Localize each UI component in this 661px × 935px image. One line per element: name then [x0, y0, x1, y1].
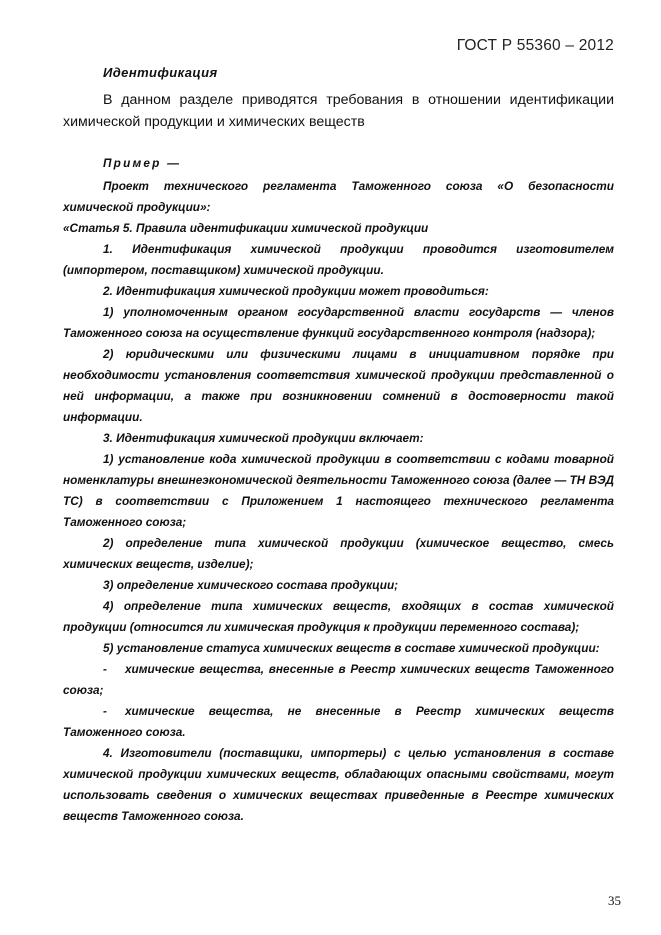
section-title: Идентификация [103, 65, 218, 80]
example-paragraph: 2. Идентификация химической продукции может проводиться: [103, 284, 489, 298]
example-block [63, 155, 614, 827]
example-paragraph: 1) установление кода химической продукции в соответствии с кодами товарной номенклатуры внешнеэкономической деятельности Таможенного союза (далее — ТН ВЭД ТС) в соответствии с Приложением 1 настоящего технического регламента Таможенного союза; [63, 452, 614, 529]
example-paragraph: 3. Идентификация химической продукции включает: [103, 431, 424, 445]
dash-marker: - [103, 662, 107, 676]
page-number: 35 [608, 893, 621, 908]
dash-item-text: химические вещества, не внесенные в Реестр химических веществ Таможенного союза. [63, 704, 614, 739]
example-paragraph: 4) определение типа химических веществ, входящих в состав химической продукции (относится ли химическая продукция к продукции переменного состава); [63, 599, 614, 634]
example-heading: Пример — [103, 156, 182, 170]
dash-marker: - [103, 704, 107, 718]
document-header: ГОСТ Р 55360 – 2012 [456, 37, 614, 54]
example-paragraph: «Статья 5. Правила идентификации химической продукции [63, 221, 429, 235]
example-paragraph: 1. Идентификация химической продукции проводится изготовителем (импортером, поставщиком) химической продукции. [63, 242, 614, 277]
example-paragraph: 3) определение химического состава продукции; [103, 578, 399, 592]
intro-paragraph: В данном разделе приводятся требования в отношении идентификации химической продукции и химических веществ [63, 92, 614, 130]
example-paragraph: 2) юридическими или физическими лицами в инициативном порядке при необходимости установления соответствия химической продукции представленной о ней информации, а также при возникновении сомнений в достоверности такой информации. [63, 347, 614, 424]
example-paragraph: 2) определение типа химической продукции (химическое вещество, смесь химических веществ, изделие); [63, 536, 614, 571]
example-paragraph: 1) уполномоченным органом государственной власти государств — членов Таможенного союза на осуществление функций государственного контроля (надзора); [63, 305, 614, 340]
example-paragraph: 5) установление статуса химических веществ в составе химической продукции: [103, 641, 600, 655]
example-final-paragraph: 4. Изготовители (поставщики, импортеры) с целью установления в составе химической продукции химических веществ, обладающих опасными свойствами, могут использовать сведения о химических веществах приведенные в Реестре химических веществ Таможенного союза. [63, 746, 614, 823]
dash-list-item [63, 659, 614, 701]
dash-list-item [63, 701, 614, 743]
example-paragraph: Проект технического регламента Таможенного союза «О безопасности химической продукции»: [63, 179, 614, 214]
dash-item-text: химические вещества, внесенные в Реестр химических веществ Таможенного союза; [63, 662, 614, 697]
